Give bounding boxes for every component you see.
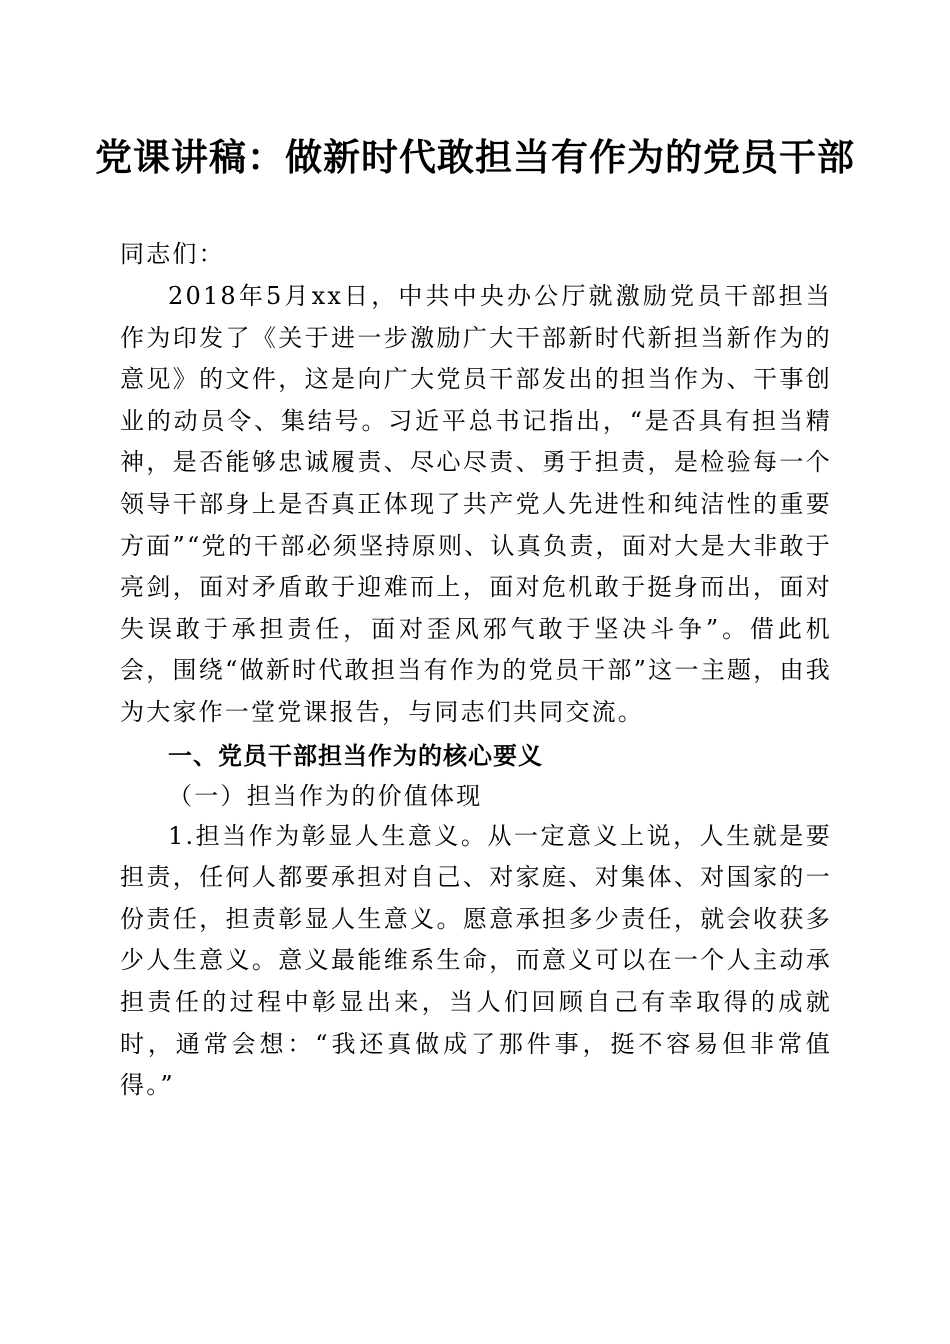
document-title: 党课讲稿：做新时代敢担当有作为的党员干部 bbox=[95, 136, 855, 179]
subsection-heading: （一）担当作为的价值体现 bbox=[168, 781, 483, 810]
intro-paragraph: 2018年5月xx日，中共中央办公厅就激励党员干部担当作为印发了《关于进一步激励广大干部新时代新担当新作为的意见》的文件，这是向广大党员干部发出的担当作为、干事创业的动员令、集结号。习近平总书记指出，“是否具有担当精神，是否能够忠诚履责、尽心尽责、勇于担责，是检验每一个领导干部身上是否真正体现了共产党人先进性和纯洁性的重要方面”“党的干部必须坚持原则、认真负责，面对大是大非敢于亮剑，面对矛盾敢于迎难而上，面对危机敢于挺身而出，面对失误敢于承担责任，面对歪风邪气敢于坚决斗争”。借此机会，围绕“做新时代敢担当有作为的党员干部”这一主题，由我为大家作一堂党课报告，与同志们共同交流。 bbox=[120, 282, 832, 726]
body-paragraph: 1.担当作为彰显人生意义。从一定意义上说，人生就是要担责，任何人都要承担对自己、对家庭、对集体、对国家的一份责任，担责彰显人生意义。愿意承担多少责任，就会收获多少人生意义。意义最能维系生命，而意义可以在一个人主动承担责任的过程中彰显出来，当人们回顾自己有幸取得的成就时，通常会想：“我还真做成了那件事，挺不容易但非常值得。” bbox=[120, 821, 832, 1100]
section-heading: 一、党员干部担当作为的核心要义 bbox=[168, 741, 543, 770]
salutation: 同志们： bbox=[120, 240, 225, 268]
document-body bbox=[120, 232, 832, 1107]
